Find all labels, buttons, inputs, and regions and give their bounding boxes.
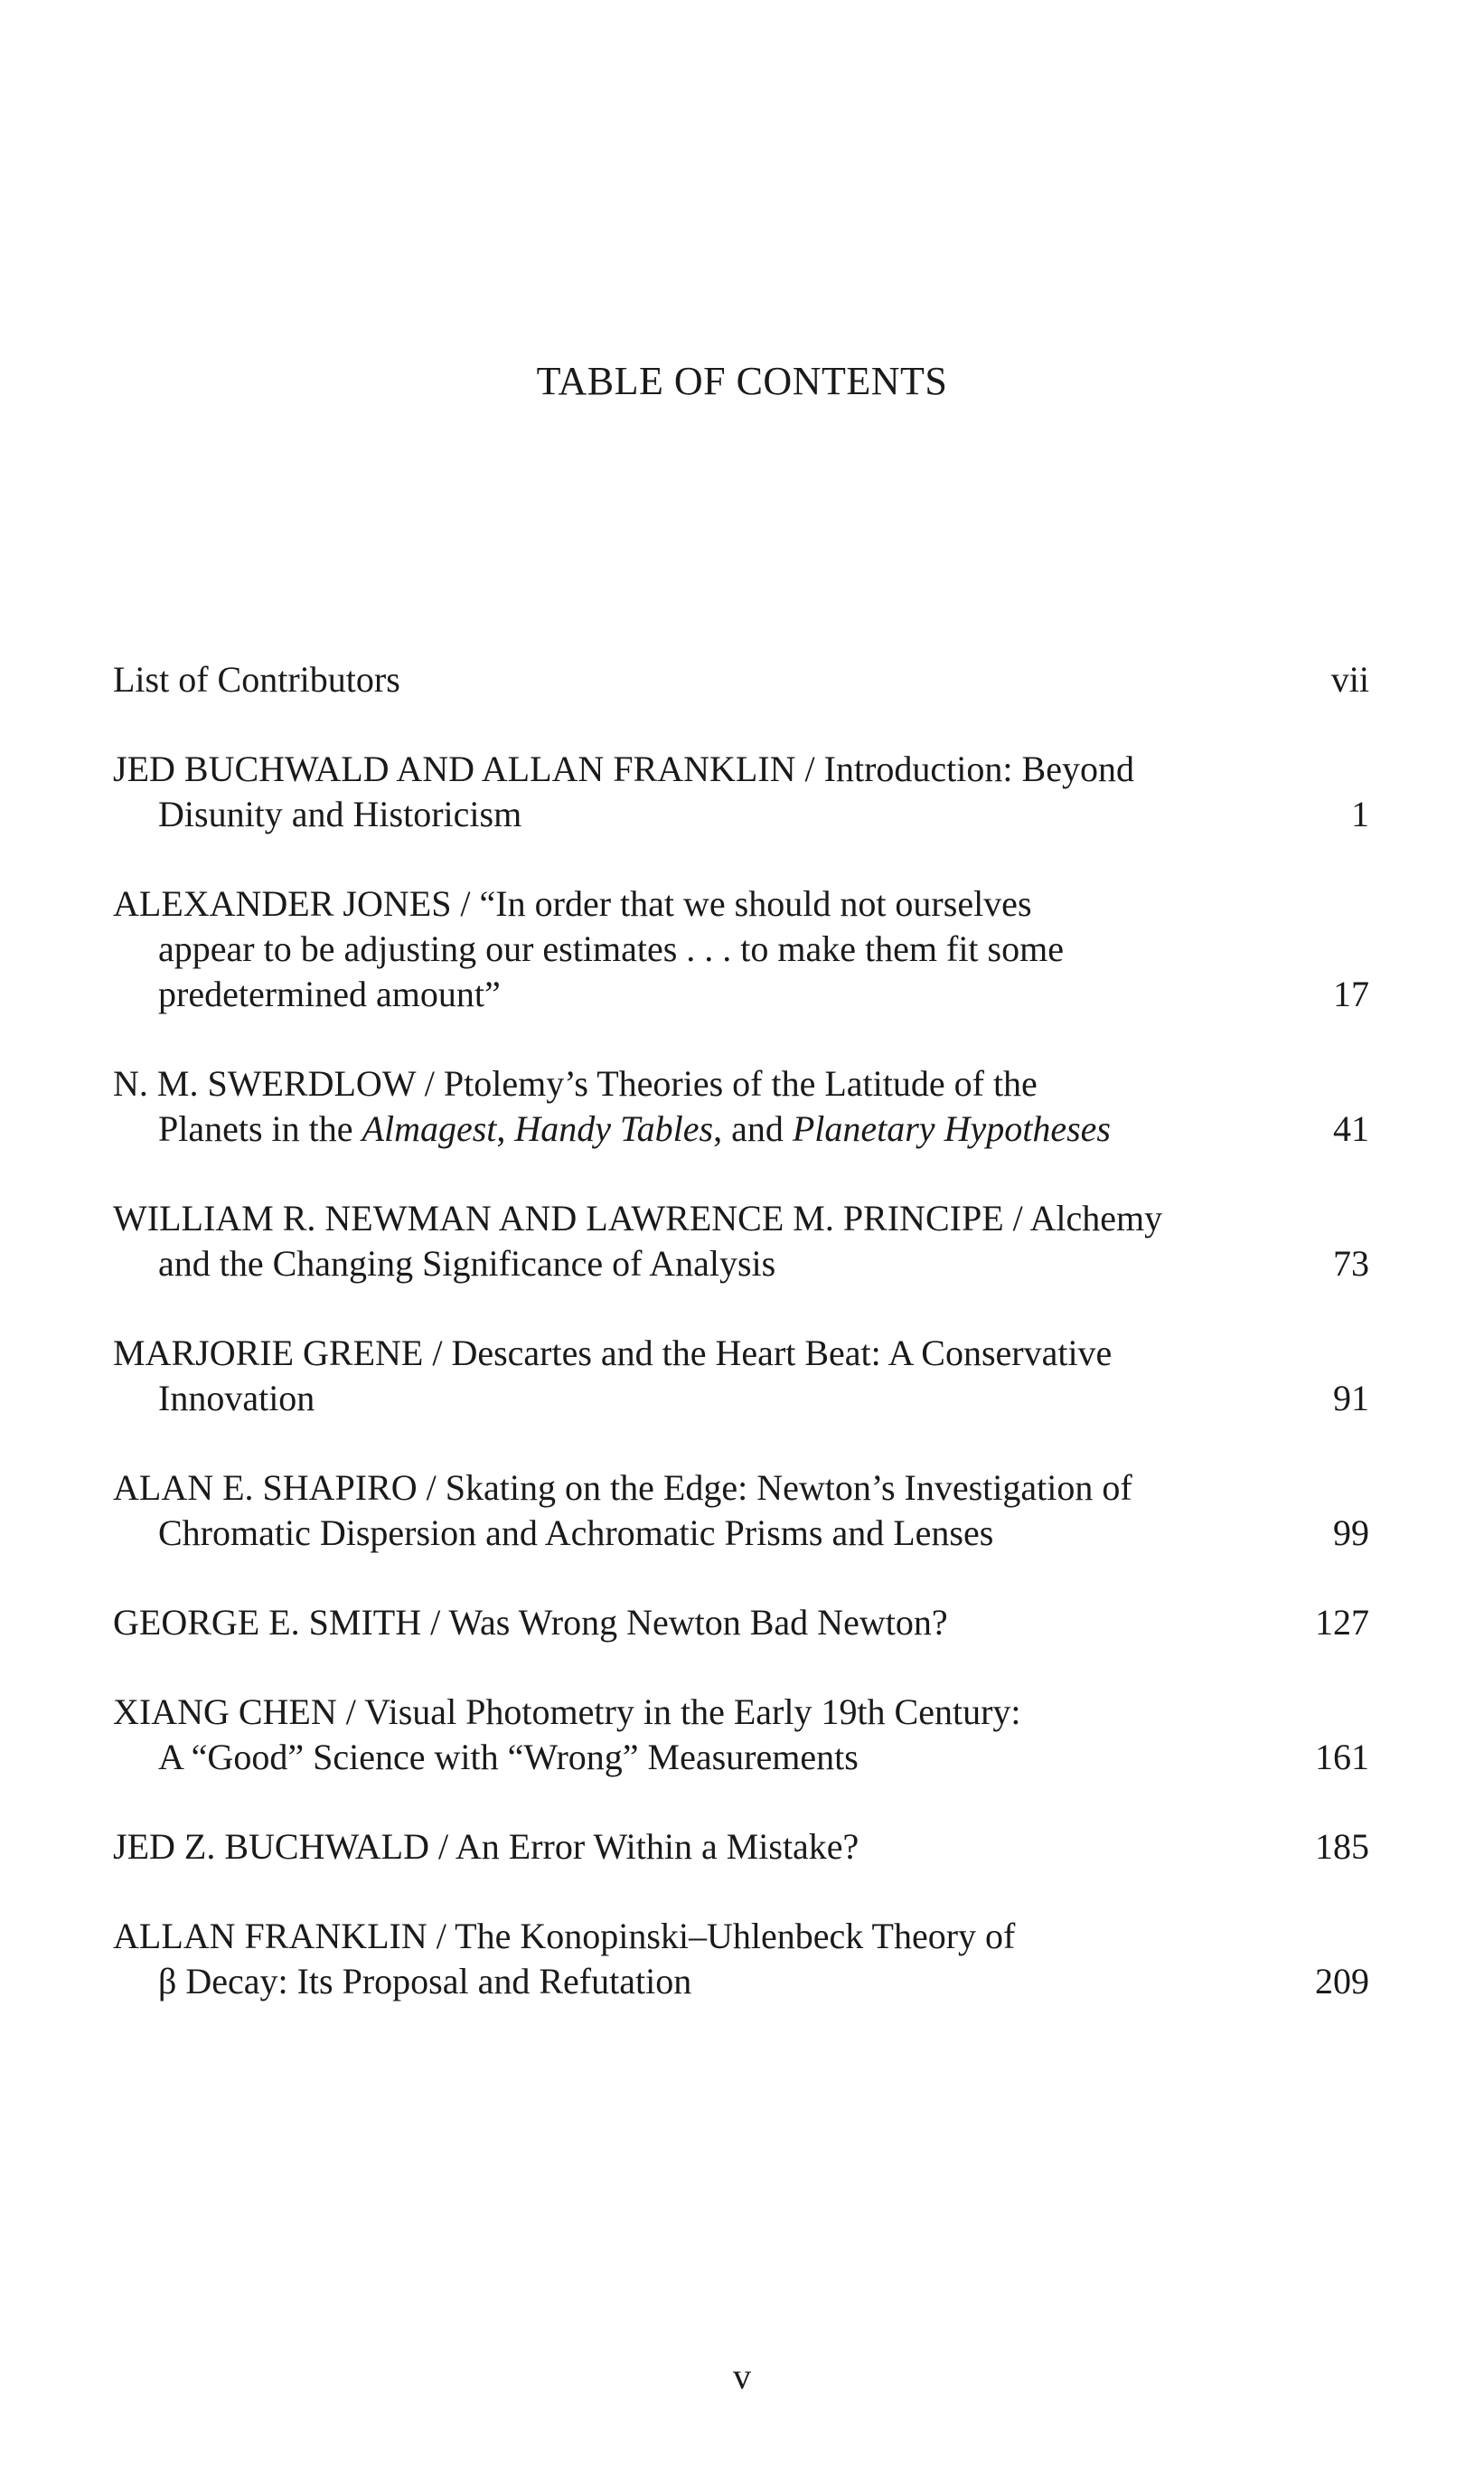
toc-page-number: 161 <box>1315 1737 1369 1777</box>
toc-page-number: 17 <box>1333 974 1369 1014</box>
toc-text-run: Planets in the <box>158 1108 362 1149</box>
toc-entry-buchwald <box>113 1824 1369 1870</box>
toc-page-number: 41 <box>1333 1108 1369 1149</box>
toc-entry-text <box>113 1600 1306 1645</box>
toc-entry-text <box>113 657 1306 702</box>
toc-entry-line: appear to be adjusting our estimates . . . to make them fit some <box>158 928 1064 969</box>
toc-entry-newman-principe <box>113 1196 1369 1286</box>
toc-page-number: 209 <box>1315 1961 1369 2001</box>
toc-entry-franklin <box>113 1914 1369 2004</box>
toc-entry-line: β Decay: Its Proposal and Refutation <box>158 1961 692 2001</box>
toc-entry-line: XIANG CHEN / Visual Photometry in the Early 19th Century: <box>113 1691 1021 1732</box>
toc-page-number: 99 <box>1333 1512 1369 1553</box>
toc-entry-line: N. M. SWERDLOW / Ptolemy’s Theories of the Latitude of the <box>113 1063 1038 1104</box>
toc-entry-chen <box>113 1690 1369 1780</box>
toc-entry-line: JED Z. BUCHWALD / An Error Within a Mistake? <box>113 1826 859 1867</box>
toc-entry-line: predetermined amount” <box>158 974 501 1014</box>
toc-entry-text <box>113 1914 1306 2004</box>
toc-entry-contributors <box>113 657 1369 702</box>
toc-entry-line: WILLIAM R. NEWMAN AND LAWRENCE M. PRINCIPE / Alchemy <box>113 1198 1163 1238</box>
toc-entry-line: GEORGE E. SMITH / Was Wrong Newton Bad Newton? <box>113 1602 948 1643</box>
toc-entry-line: JED BUCHWALD AND ALLAN FRANKLIN / Introduction: Beyond <box>113 749 1134 789</box>
toc-entry-text <box>113 1465 1306 1556</box>
toc-entry-introduction <box>113 747 1369 837</box>
toc-page-number: 127 <box>1315 1602 1369 1643</box>
toc-page-number: 185 <box>1315 1826 1369 1867</box>
toc-entry-line: List of Contributors <box>113 659 400 700</box>
toc-page-number: 91 <box>1333 1378 1369 1418</box>
toc-entry-grene <box>113 1331 1369 1421</box>
toc-entry-jones <box>113 881 1369 1017</box>
toc-entry-line: MARJORIE GRENE / Descartes and the Heart Beat: A Conservative <box>113 1333 1113 1373</box>
toc-entry-line: and the Changing Significance of Analysis <box>158 1243 776 1284</box>
toc-text-run: , and <box>713 1108 793 1149</box>
toc-entry-line: A “Good” Science with “Wrong” Measurements <box>158 1737 859 1777</box>
toc-entry-line <box>113 1107 1270 1152</box>
toc-entry-swerdlow <box>113 1061 1369 1152</box>
toc-entry-text <box>113 747 1306 837</box>
toc-page-number: vii <box>1330 659 1369 700</box>
toc-entry-text <box>113 1824 1306 1870</box>
toc-entry-text <box>113 1331 1306 1421</box>
toc-entry-line: Disunity and Historicism <box>158 794 522 834</box>
toc-entry-line: ALLAN FRANKLIN / The Konopinski–Uhlenbeck Theory of <box>113 1916 1016 1956</box>
toc-entry-smith <box>113 1600 1369 1645</box>
toc-entry-text <box>113 1196 1306 1286</box>
toc-entry-line: ALEXANDER JONES / “In order that we should not ourselves <box>113 883 1032 924</box>
toc-entry-line: Innovation <box>158 1378 315 1418</box>
table-of-contents <box>113 657 1369 2048</box>
toc-entry-text <box>113 881 1306 1017</box>
page-folio: v <box>733 2356 751 2397</box>
toc-entry-shapiro <box>113 1465 1369 1556</box>
toc-entry-line: Chromatic Dispersion and Achromatic Prisms and Lenses <box>158 1512 994 1553</box>
toc-page-number: 1 <box>1351 794 1369 834</box>
toc-entry-text <box>113 1690 1306 1780</box>
toc-entry-line: ALAN E. SHAPIRO / Skating on the Edge: Newton’s Investigation of <box>113 1467 1132 1508</box>
toc-italic-title: Almagest <box>362 1108 497 1149</box>
toc-italic-title: Handy Tables <box>514 1108 714 1149</box>
toc-italic-title: Planetary Hypotheses <box>792 1108 1111 1149</box>
toc-entry-text <box>113 1061 1306 1152</box>
page-title: TABLE OF CONTENTS <box>536 359 948 403</box>
toc-text-run: , <box>496 1108 515 1149</box>
toc-page-number: 73 <box>1333 1243 1369 1284</box>
